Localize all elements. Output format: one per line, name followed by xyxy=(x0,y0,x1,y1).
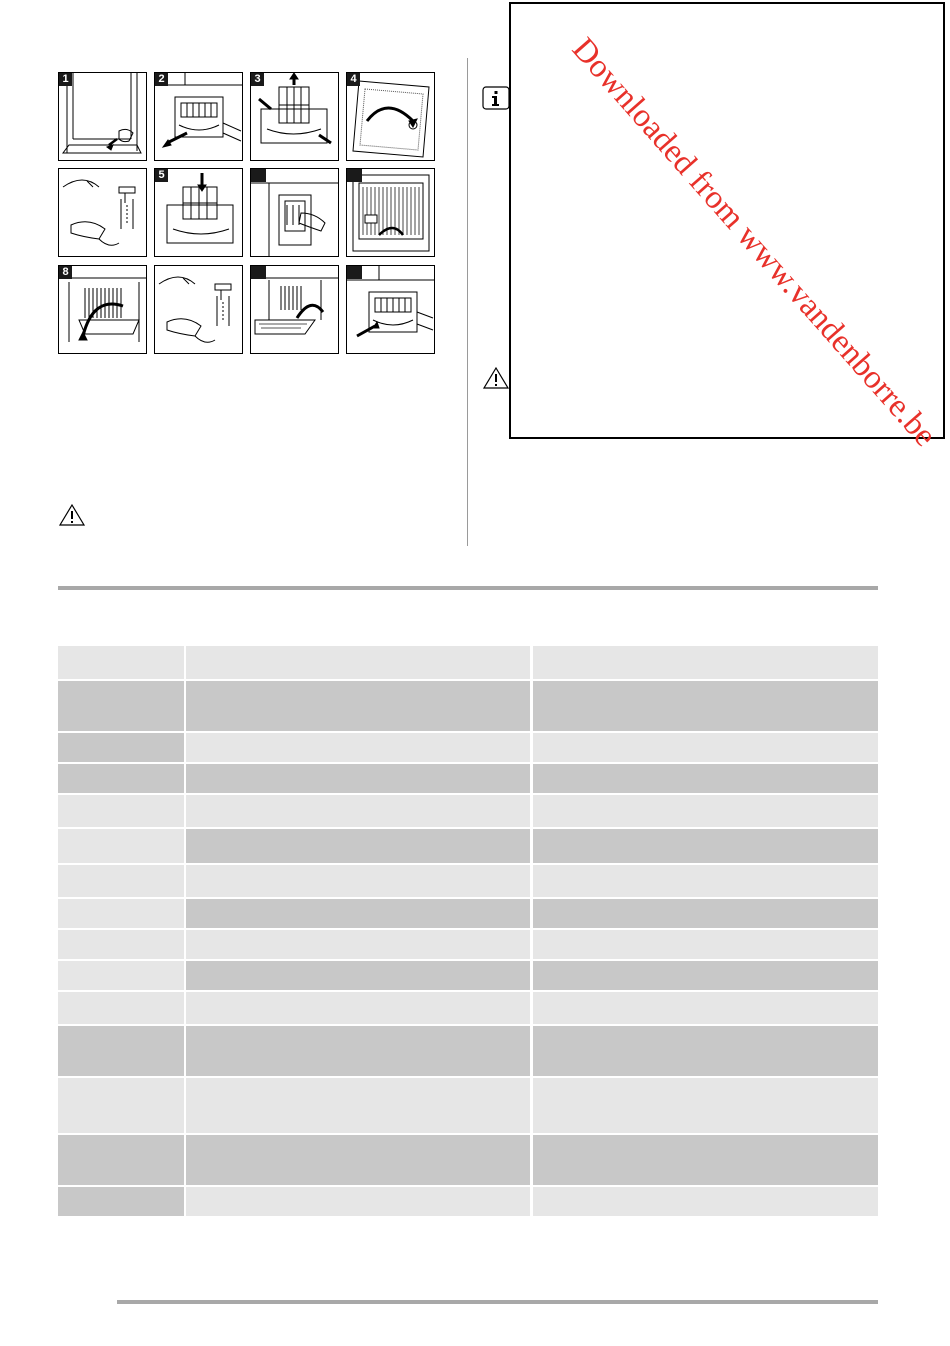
panel-number: 4 xyxy=(347,73,360,86)
table-cell xyxy=(533,1187,878,1216)
watermark-text: Downloaded from www.vandenborre.be xyxy=(564,31,944,454)
replace-grid-drawing xyxy=(251,266,338,353)
figure-panel-7 xyxy=(250,168,339,257)
figure-panel-8 xyxy=(346,168,435,257)
table-cell xyxy=(58,829,184,863)
table-cell xyxy=(533,1078,878,1133)
figure-panel-5 xyxy=(58,168,147,257)
table-cell xyxy=(186,795,530,827)
table-cell xyxy=(58,646,184,679)
table-cell xyxy=(186,829,530,863)
table-cell xyxy=(186,899,530,928)
table-cell xyxy=(186,1078,530,1133)
info-icon xyxy=(482,86,510,110)
panel-number xyxy=(347,169,362,182)
panel-number xyxy=(251,266,266,279)
figure-panel-12 xyxy=(346,265,435,354)
figure-panel-2 xyxy=(154,72,243,161)
table-cell xyxy=(58,899,184,928)
figure-panel-10 xyxy=(154,265,243,354)
open-filter-drawing xyxy=(347,73,434,160)
table-cell xyxy=(58,1078,184,1133)
panel-number: 1 xyxy=(59,73,72,86)
table-cell xyxy=(186,930,530,959)
footer-rule xyxy=(117,1300,878,1304)
panel-number xyxy=(347,266,362,279)
table-cell xyxy=(186,764,530,793)
figure-panel-3 xyxy=(250,72,339,161)
panel-number: 8 xyxy=(59,266,72,279)
figure-panel-1 xyxy=(58,72,147,161)
table-cell xyxy=(186,992,530,1024)
push-in-filter-drawing xyxy=(347,266,434,353)
remove-plate-drawing xyxy=(347,169,434,256)
table-cell xyxy=(58,930,184,959)
table-cell xyxy=(186,865,530,897)
table-cell xyxy=(58,733,184,762)
table-cell xyxy=(58,1135,184,1185)
table-cell xyxy=(58,795,184,827)
insert-filter-drawing xyxy=(155,169,242,256)
table-cell xyxy=(186,1135,530,1185)
panel-number xyxy=(251,169,266,182)
table-cell xyxy=(58,865,184,897)
table-cell xyxy=(58,1026,184,1076)
table-cell xyxy=(533,733,878,762)
table-cell xyxy=(186,961,530,990)
table-cell xyxy=(533,899,878,928)
table-cell xyxy=(186,646,530,679)
rinse-grid-drawing xyxy=(155,266,242,353)
warning-icon xyxy=(58,503,86,527)
table-cell xyxy=(533,681,878,731)
table-cell xyxy=(533,795,878,827)
section-rule xyxy=(58,586,878,590)
table-cell xyxy=(58,992,184,1024)
table-cell xyxy=(533,829,878,863)
table-cell xyxy=(186,1187,530,1216)
pull-out-filter-drawing xyxy=(155,73,242,160)
take-out-grid-drawing xyxy=(59,266,146,353)
figure-panel-11 xyxy=(250,265,339,354)
column-divider xyxy=(467,58,468,546)
table-cell xyxy=(533,930,878,959)
table-cell xyxy=(186,733,530,762)
table-cell xyxy=(533,764,878,793)
table-cell xyxy=(533,961,878,990)
rinse-filter-drawing xyxy=(59,169,146,256)
lift-filter-drawing xyxy=(251,73,338,160)
table-cell xyxy=(58,681,184,731)
panel-number: 3 xyxy=(251,73,264,86)
panel-number: 2 xyxy=(155,73,168,86)
figure-panel-6 xyxy=(154,168,243,257)
table-cell xyxy=(58,764,184,793)
table-cell xyxy=(58,961,184,990)
table-cell xyxy=(58,1187,184,1216)
table-cell xyxy=(186,1026,530,1076)
table-cell xyxy=(533,1135,878,1185)
figure-panel-4 xyxy=(346,72,435,161)
table-cell xyxy=(533,1026,878,1076)
clean-seat-drawing xyxy=(251,169,338,256)
figure-panel-9 xyxy=(58,265,147,354)
appliance-door-open-drawing xyxy=(59,73,146,160)
table-cell xyxy=(533,646,878,679)
table-cell xyxy=(533,992,878,1024)
warning-icon xyxy=(482,366,510,390)
table-cell xyxy=(533,865,878,897)
table-cell xyxy=(186,681,530,731)
troubleshooting-table xyxy=(58,646,878,1218)
panel-number: 5 xyxy=(155,169,168,182)
